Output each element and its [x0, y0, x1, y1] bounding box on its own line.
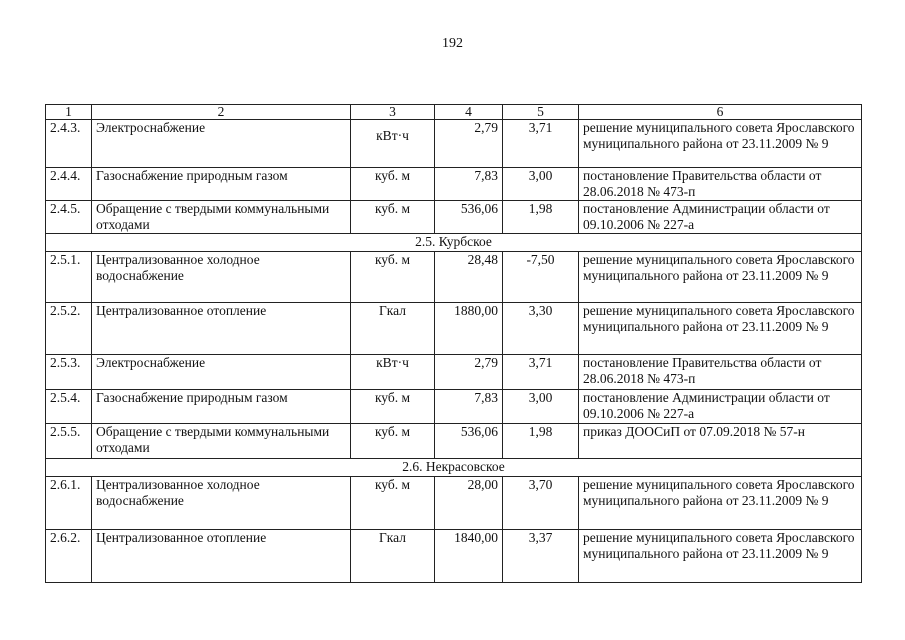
table-row [46, 424, 862, 459]
service-name: Обращение с твердыми коммунальными отходами [92, 201, 351, 234]
value-4: 28,00 [435, 477, 503, 530]
header-cell: 3 [351, 105, 435, 120]
table-row [46, 355, 862, 390]
value-5: 3,70 [503, 477, 579, 530]
unit: куб. м [351, 252, 435, 303]
section-row [46, 459, 862, 477]
value-5: 3,71 [503, 120, 579, 168]
service-name: Централизованное холодное водоснабжение [92, 477, 351, 530]
legal-basis: постановление Администрации области от 09.10.2006 № 227-а [579, 201, 862, 234]
row-number: 2.6.1. [46, 477, 92, 530]
unit: куб. м [351, 424, 435, 459]
value-4: 28,48 [435, 252, 503, 303]
table-row [46, 168, 862, 201]
table-row [46, 477, 862, 530]
legal-basis: решение муниципального совета Ярославского муниципального района от 23.11.2009 № 9 [579, 252, 862, 303]
legal-basis: решение муниципального совета Ярославского муниципального района от 23.11.2009 № 9 [579, 530, 862, 583]
table-row [46, 201, 862, 234]
unit: кВт·ч [351, 355, 435, 390]
service-name: Электроснабжение [92, 120, 351, 168]
value-4: 7,83 [435, 390, 503, 424]
value-4: 1840,00 [435, 530, 503, 583]
value-5: 3,37 [503, 530, 579, 583]
value-5: 3,30 [503, 303, 579, 355]
row-number: 2.4.4. [46, 168, 92, 201]
legal-basis: постановление Правительства области от 28.06.2018 № 473-п [579, 168, 862, 201]
legal-basis: постановление Администрации области от 09.10.2006 № 227-а [579, 390, 862, 424]
unit: куб. м [351, 477, 435, 530]
value-5: 3,00 [503, 390, 579, 424]
value-4: 1880,00 [435, 303, 503, 355]
header-cell: 5 [503, 105, 579, 120]
row-number: 2.6.2. [46, 530, 92, 583]
value-4: 2,79 [435, 355, 503, 390]
value-4: 536,06 [435, 201, 503, 234]
service-name: Электроснабжение [92, 355, 351, 390]
service-name: Газоснабжение природным газом [92, 390, 351, 424]
row-number: 2.5.1. [46, 252, 92, 303]
legal-basis: приказ ДООСиП от 07.09.2018 № 57-н [579, 424, 862, 459]
header-cell: 6 [579, 105, 862, 120]
row-number: 2.4.3. [46, 120, 92, 168]
table-row [46, 252, 862, 303]
value-4: 2,79 [435, 120, 503, 168]
page-number: 192 [442, 36, 463, 51]
header-cell: 1 [46, 105, 92, 120]
service-name: Газоснабжение природным газом [92, 168, 351, 201]
unit: Гкал [351, 530, 435, 583]
header-cell: 2 [92, 105, 351, 120]
value-4: 536,06 [435, 424, 503, 459]
table-row [46, 390, 862, 424]
section-row [46, 234, 862, 252]
row-number: 2.4.5. [46, 201, 92, 234]
header-row [46, 105, 862, 120]
legal-basis: постановление Правительства области от 28.06.2018 № 473-п [579, 355, 862, 390]
row-number: 2.5.3. [46, 355, 92, 390]
value-5: 3,00 [503, 168, 579, 201]
service-name: Централизованное отопление [92, 303, 351, 355]
row-number: 2.5.5. [46, 424, 92, 459]
value-4: 7,83 [435, 168, 503, 201]
table-row [46, 530, 862, 583]
value-5: 3,71 [503, 355, 579, 390]
section-title: 2.5. Курбское [46, 234, 862, 252]
legal-basis: решение муниципального совета Ярославского муниципального района от 23.11.2009 № 9 [579, 120, 862, 168]
value-5: 1,98 [503, 201, 579, 234]
legal-basis: решение муниципального совета Ярославского муниципального района от 23.11.2009 № 9 [579, 477, 862, 530]
table-row [46, 120, 862, 168]
service-name: Централизованное холодное водоснабжение [92, 252, 351, 303]
tariff-table [45, 104, 862, 583]
value-5: 1,98 [503, 424, 579, 459]
table-row [46, 303, 862, 355]
service-name: Обращение с твердыми коммунальными отходами [92, 424, 351, 459]
row-number: 2.5.2. [46, 303, 92, 355]
unit: кВт·ч [351, 120, 435, 168]
section-title: 2.6. Некрасовское [46, 459, 862, 477]
unit: куб. м [351, 201, 435, 234]
row-number: 2.5.4. [46, 390, 92, 424]
service-name: Централизованное отопление [92, 530, 351, 583]
legal-basis: решение муниципального совета Ярославского муниципального района от 23.11.2009 № 9 [579, 303, 862, 355]
unit: Гкал [351, 303, 435, 355]
header-cell: 4 [435, 105, 503, 120]
unit: куб. м [351, 168, 435, 201]
unit: куб. м [351, 390, 435, 424]
value-5: -7,50 [503, 252, 579, 303]
